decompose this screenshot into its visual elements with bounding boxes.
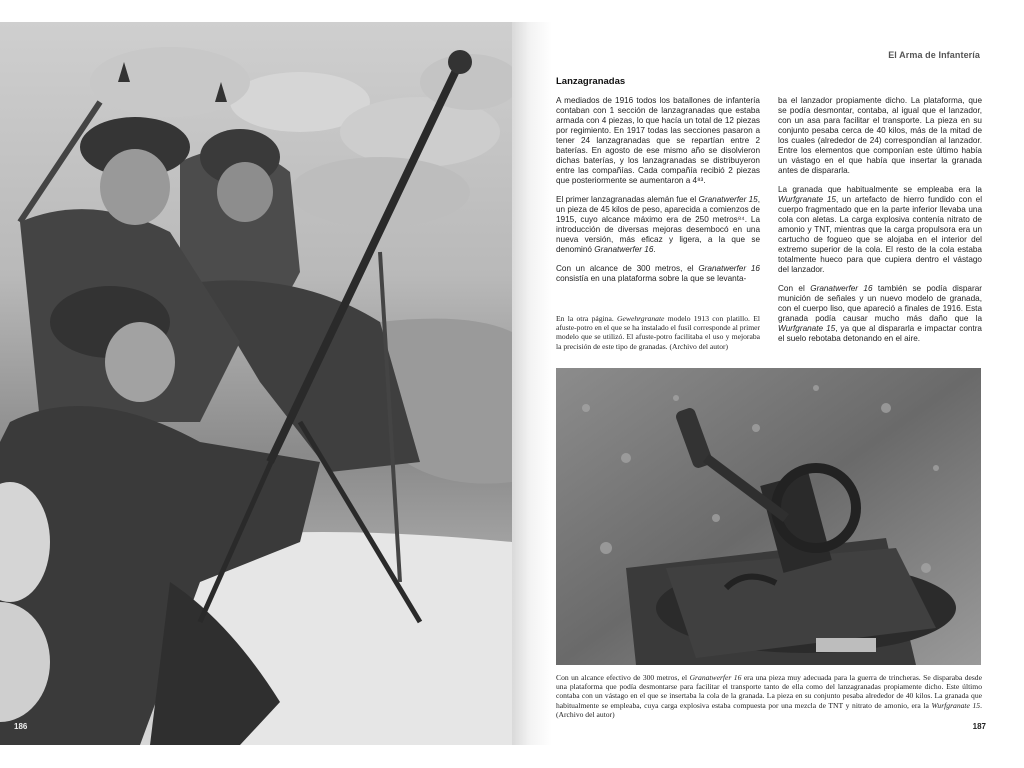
- paragraph: ba el lanzador propiamente dicho. La plataforma, que se podía desmontar, contaba, al igual que el lanzador, con un asa para facilitar el transporte. La pieza en su conjunto pesaba cerca de 40 kilos, más de la mitad de los cuales (alrededor de 24) correspondían al lanzador. Entre los elementos que componían este último había un vástago en el que había que insertar la granada antes de dispararla.: [778, 96, 982, 175]
- grenade-launcher-photo: [556, 368, 981, 665]
- paragraph: A mediados de 1916 todos los batallones de infantería contaban con 1 sección de lanzagranadas que estaba armada con 4 piezas, lo que hacía un total de 12 piezas por regimiento. En 1917 todas las secciones pasaron a tener 24 lanzagranadas que se repartían entre 2 baterías. En agosto de ese mismo año se disolvieron dichas baterías, y los lanzagranadas se distribuyeron entre las compañías. Cada compañía recibió 2 piezas que posteriormente se aumentaron a 4⁸³.: [556, 96, 760, 185]
- right-page: [512, 22, 1024, 745]
- running-head: El Arma de Infantería: [888, 50, 980, 60]
- page-number-left: 186: [14, 722, 28, 731]
- left-page: [0, 22, 512, 745]
- text-column-2: [778, 96, 982, 353]
- soldiers-photo: [0, 22, 512, 745]
- page-number-right: 187: [972, 722, 986, 731]
- paragraph: Con el Granatwerfer 16 también se podía disparar munición de señales y un nuevo modelo de granada, con el cuerpo liso, que apareció a finales de 1916. Esta granada podía causar mucho más daño que la Wurfgranate 15, ya que al dispararla e impactar contra el suelo rebotaba detonando en el aire.: [778, 284, 982, 343]
- text-column-1: [556, 96, 760, 293]
- paragraph: El primer lanzagranadas alemán fue el Granatwerfer 15, un pieza de 45 kilos de peso, aparecida a comienzos de 1915, cuyo alcance máximo era de 250 metros⁸⁴. La introducción de diversas mejoras desembocó en una nueva versión, más eficaz y ligera, a la que se denominó Granatwerfer 16.: [556, 195, 760, 254]
- section-heading: Lanzagranadas: [556, 76, 626, 87]
- book-spread: [0, 22, 1024, 745]
- caption-grenade-photo: Con un alcance efectivo de 300 metros, el Granatwerfer 16 era una pieza muy adecuada para la guerra de trincheras. Se disparaba desde una plataforma que podía desmontarse para facilitar el transporte tanto de ella como del lanzagranadas propiamente dicho. Este último contaba con un vástago en el que se insertaba la cola de la granada. La pieza en su conjunto pesaba alrededor de 40 kilos. La granada que habitualmente se empleaba, cuya carga explosiva estaba compuesta por una mezcla de TNT y nitrato de amonio, era la Wurfgranate 15. (Archivo del autor): [556, 673, 982, 719]
- paragraph: Con un alcance de 300 metros, el Granatwerfer 16 consistía en una plataforma sobre la que se levanta-: [556, 264, 760, 283]
- paragraph: La granada que habitualmente se empleaba era la Wurfgranate 15, un artefacto de hierro fundido con el cuerpo fragmentado que en la parte inferior llevaba una cola con aletas. La carga explosiva contenía nitrato de amonio y TNT, mientras que la carga propulsora era un cartucho de fogueo que se alojaba en el interior del extremo superior de la cola. El resto de la cola estaba totalmente hueco para que cupiera dentro el vástago del lanzador.: [778, 185, 983, 274]
- caption-left-photo: En la otra página. Gewehrgranate modelo 1913 con platillo. El afuste-potro en el que se ha instalado el fusil corresponde al primer modelo que se utilizó. El afuste-potro facilitaba el uso y mejoraba la precisión de este tipo de granadas. (Archivo del autor): [556, 314, 760, 351]
